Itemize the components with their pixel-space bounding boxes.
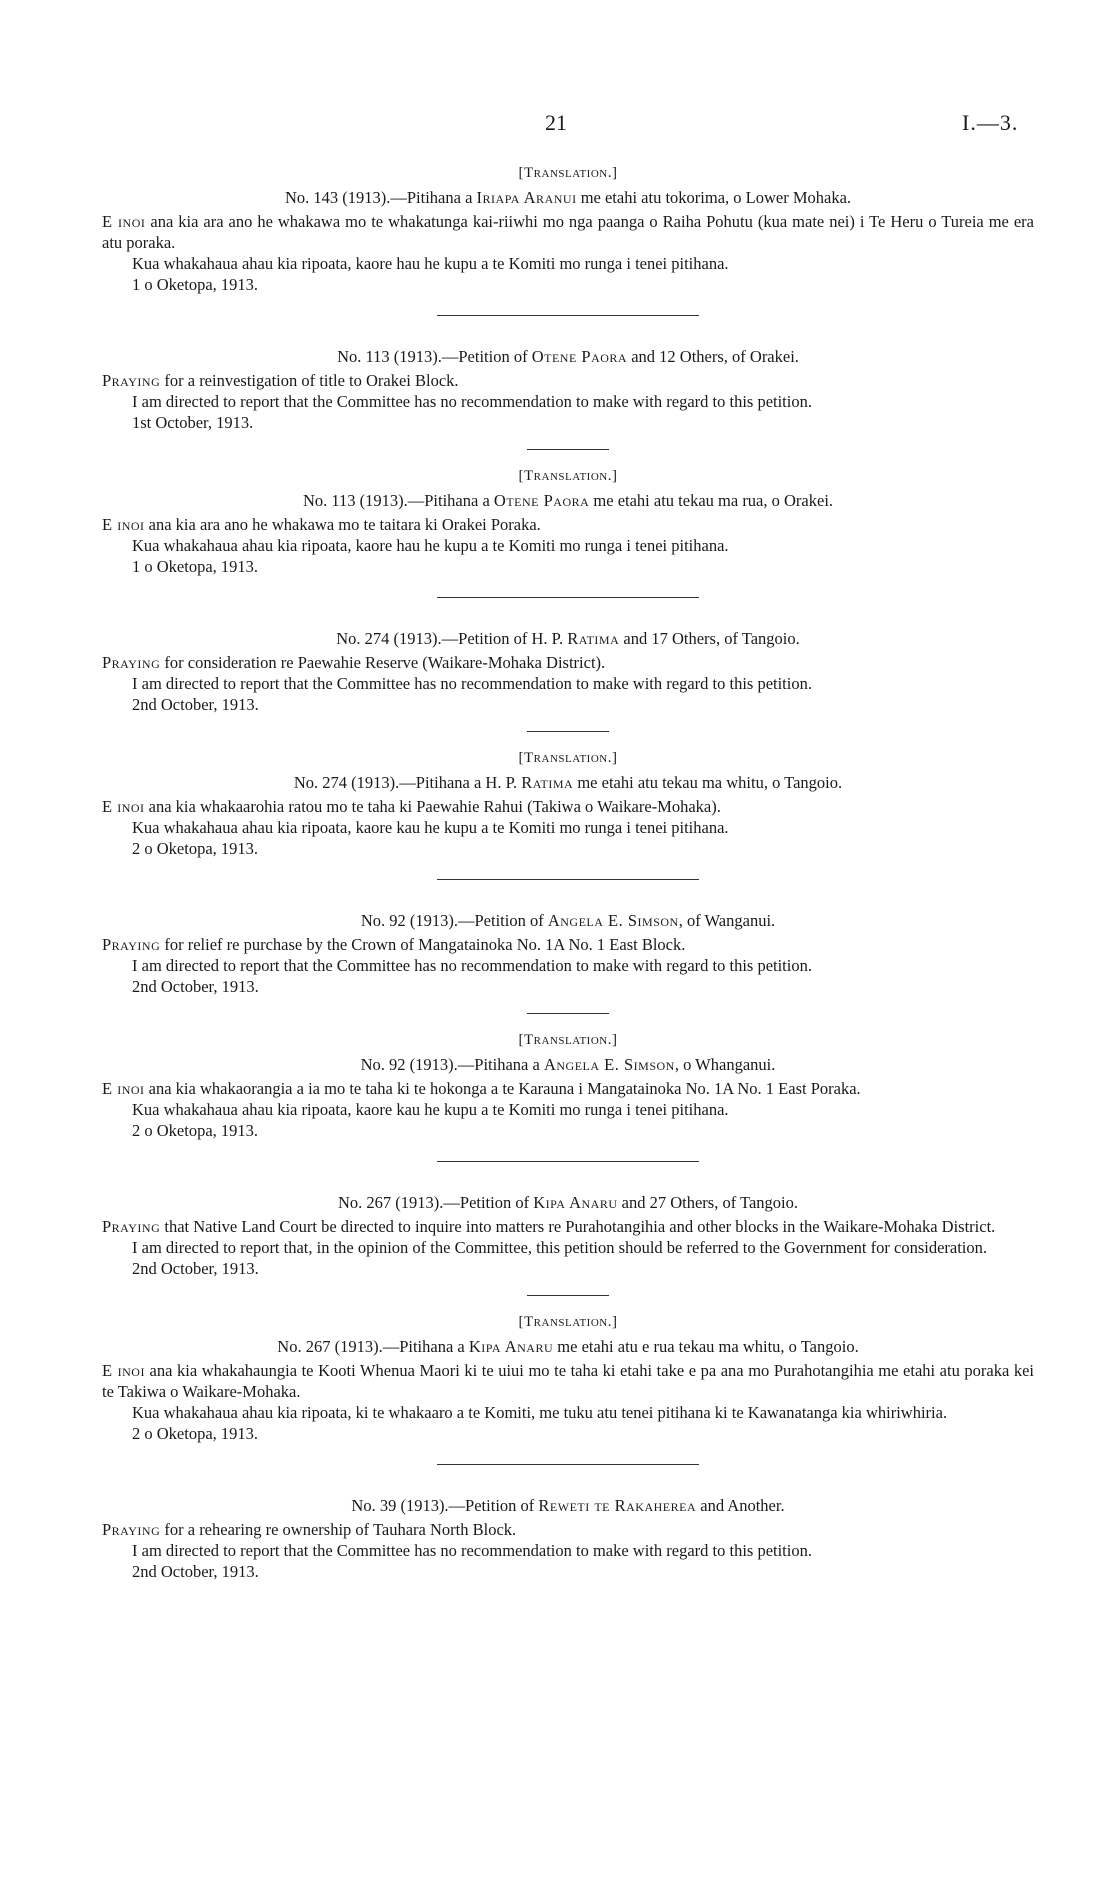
petitioner-name: Ratima (567, 629, 620, 648)
petition-section (102, 628, 1034, 715)
petition-title: No. 39 (1913).—Petition of Reweti te Rakaherea and Another. (351, 1496, 785, 1515)
committee-response: Kua whakahaua ahau kia ripoata, kaore hau he kupu a te Komiti mo runga i tenei pitihana. (132, 536, 729, 555)
petition-prayer: E inoi ana kia whakahaungia te Kooti Whenua Maori ki te uiui mo te taha ki etahi take e pa ana mo Purahotangihia me etahi atu poraka kei te Takiwa o Waikare-Mohaka. (102, 1361, 1035, 1401)
petition-date: 2 o Oketopa, 1913. (132, 839, 259, 858)
petitioner-name: Kipa Anaru (468, 1337, 554, 1356)
translation-divider (527, 731, 609, 732)
section-divider (437, 597, 699, 598)
petition-prayer: Praying for relief re purchase by the Crown of Mangatainoka No. 1A No. 1 East Block. (102, 935, 686, 954)
committee-response: Kua whakahaua ahau kia ripoata, kaore hau he kupu a te Komiti mo runga i tenei pitihana. (132, 254, 729, 273)
petition-date: 2nd October, 1913. (132, 1259, 259, 1278)
section-divider (437, 1464, 699, 1465)
petition-date: 2nd October, 1913. (132, 1562, 259, 1581)
petition-prayer: E inoi ana kia whakaorangia a ia mo te taha ki te hokonga a te Karauna i Mangatainoka No. 1A No. 1 East Poraka. (102, 1079, 861, 1098)
petition-section: [Translation.] No. 274 (1913).—Pitihana a H. P. Ratima me etahi atu tekau ma whitu, o Tangoio. E inoi ana kia whakaarohia ratou mo te taha ki Paewahie Rahui (Takiwa o Waikare-Mohaka). Kua whakahaua ahau kia ripoata, kaore kau he kupu a te Komiti mo runga i tenei pitihana. 2 o Oketopa, 1913. (102, 748, 1034, 859)
petition-prayer: Praying for a rehearing re ownership of Tauhara North Block. (102, 1520, 517, 1539)
page-number: 21 (545, 110, 567, 135)
petition-prayer: Praying for consideration re Paewahie Reserve (Waikare-Mohaka District). (102, 653, 606, 672)
petition-title: No. 113 (1913).—Pitihana a Otene Paora me etahi atu tekau ma rua, o Orakei. (302, 491, 834, 510)
translation-divider (527, 1295, 609, 1296)
petition-date: 1st October, 1913. (132, 413, 254, 432)
petition-title: No. 143 (1913).—Pitihana a Iriapa Aranui me etahi atu tokorima, o Lower Mohaka. (284, 188, 852, 207)
petitioner-name: Ratima (521, 773, 574, 792)
translation-divider (527, 449, 609, 450)
committee-response: Kua whakahaua ahau kia ripoata, kaore kau he kupu a te Komiti mo runga i tenei pitihana. (132, 1100, 729, 1119)
petition-title: No. 274 (1913).—Petition of H. P. Ratima and 17 Others, of Tangoio. (336, 629, 800, 648)
petition-date: 2nd October, 1913. (132, 695, 259, 714)
petition-date: 2 o Oketopa, 1913. (132, 1121, 259, 1140)
petitioner-name: Iriapa Aranui (476, 188, 577, 207)
translation-label: Translation (524, 1032, 608, 1048)
petition-title: No. 267 (1913).—Pitihana a Kipa Anaru me etahi atu e rua tekau ma whitu, o Tangoio. (277, 1337, 859, 1356)
translation-label: Translation (524, 1314, 608, 1330)
petition-date: 2 o Oketopa, 1913. (132, 1424, 259, 1443)
committee-response: I am directed to report that the Committee has no recommendation to make with regard to this petition. (132, 674, 812, 693)
section-divider (437, 1161, 699, 1162)
petitioner-name: Reweti te Rakaherea (538, 1496, 697, 1515)
petitioner-name: Kipa Anaru (533, 1193, 618, 1212)
petition-section (102, 1495, 1034, 1582)
petition-section (102, 346, 1034, 433)
translation-label: Translation (524, 468, 608, 484)
petition-title: No. 92 (1913).—Pitihana a Angela E. Simson, o Whanganui. (360, 1055, 776, 1074)
section-divider (437, 315, 699, 316)
translation-divider (527, 1013, 609, 1014)
petition-date: 1 o Oketopa, 1913. (132, 275, 259, 294)
petition-date: 2nd October, 1913. (132, 977, 259, 996)
petition-title: No. 267 (1913).—Petition of Kipa Anaru and 27 Others, of Tangoio. (337, 1193, 798, 1212)
petition-prayer: E inoi ana kia ara ano he whakawa mo te taitara ki Orakei Poraka. (102, 515, 541, 534)
petitioner-name: Angela E. Simson (547, 911, 679, 930)
translation-label: Translation (524, 165, 608, 181)
committee-response: Kua whakahaua ahau kia ripoata, ki te whakaaro a te Komiti, me tuku atu tenei pitihana ki te Kawanatanga kia whiriwhiria. (132, 1403, 948, 1422)
committee-response: I am directed to report that the Committee has no recommendation to make with regard to this petition. (132, 392, 812, 411)
petition-title: No. 92 (1913).—Petition of Angela E. Simson, of Wanganui. (360, 911, 776, 930)
petition-title: No. 274 (1913).—Pitihana a H. P. Ratima me etahi atu tekau ma whitu, o Tangoio. (293, 773, 843, 792)
petitioner-name: Angela E. Simson (543, 1055, 675, 1074)
committee-response: I am directed to report that the Committee has no recommendation to make with regard to this petition. (132, 1541, 812, 1560)
petition-date: 1 o Oketopa, 1913. (132, 557, 259, 576)
page-header (0, 110, 1114, 140)
committee-response: I am directed to report that the Committee has no recommendation to make with regard to this petition. (132, 956, 812, 975)
petition-title: No. 113 (1913).—Petition of Otene Paora and 12 Others, of Orakei. (337, 347, 799, 366)
petition-prayer: Praying for a reinvestigation of title to Orakei Block. (102, 371, 459, 390)
page-reference: I.—3. (962, 110, 1019, 135)
committee-response: Kua whakahaua ahau kia ripoata, kaore kau he kupu a te Komiti mo runga i tenei pitihana. (132, 818, 729, 837)
translation-label: Translation (524, 750, 608, 766)
petition-prayer: E inoi ana kia ara ano he whakawa mo te whakatunga kai-riiwhi mo nga paanga o Raiha Pohutu (kua mate nei) i Te Heru o Tureia me era atu poraka. (102, 212, 1034, 252)
petition-section (102, 910, 1034, 997)
petition-section: [Translation.] No. 92 (1913).—Pitihana a Angela E. Simson, o Whanganui. E inoi ana kia whakaorangia a ia mo te taha ki te hokonga a te Karauna i Mangatainoka No. 1A No. 1 East Poraka. Kua whakahaua ahau kia ripoata, kaore kau he kupu a te Komiti mo runga i tenei pitihana. 2 o Oketopa, 1913. (102, 1030, 1034, 1141)
petition-prayer: E inoi ana kia whakaarohia ratou mo te taha ki Paewahie Rahui (Takiwa o Waikare-Mohaka). (102, 797, 721, 816)
petitioner-name: Otene Paora (493, 491, 590, 510)
petition-section (102, 1192, 1034, 1279)
petitioner-name: Otene Paora (531, 347, 628, 366)
committee-response: I am directed to report that, in the opinion of the Committee, this petition should be referred to the Government for consideration. (132, 1238, 988, 1257)
petition-section: [Translation.] No. 113 (1913).—Pitihana a Otene Paora me etahi atu tekau ma rua, o Orakei. E inoi ana kia ara ano he whakawa mo te taitara ki Orakei Poraka. Kua whakahaua ahau kia ripoata, kaore hau he kupu a te Komiti mo runga i tenei pitihana. 1 o Oketopa, 1913. (102, 466, 1034, 577)
petition-section: [Translation.] No. 143 (1913).—Pitihana a Iriapa Aranui me etahi atu tokorima, o Lower Mohaka. E inoi ana kia ara ano he whakawa mo te whakatunga kai-riiwhi mo nga paanga o Raiha Pohutu (kua mate nei) i Te Heru o Tureia me era atu poraka. Kua whakahaua ahau kia ripoata, kaore hau he kupu a te Komiti mo runga i tenei pitihana. 1 o Oketopa, 1913. (102, 165, 1034, 294)
petition-section: [Translation.] No. 267 (1913).—Pitihana a Kipa Anaru me etahi atu e rua tekau ma whitu, o Tangoio. E inoi ana kia whakahaungia te Kooti Whenua Maori ki te uiui mo te taha ki etahi take e pa ana mo Purahotangihia me etahi atu poraka kei te Takiwa o Waikare-Mohaka. Kua whakahaua ahau kia ripoata, ki te whakaaro a te Komiti, me tuku atu tenei pitihana ki te Kawanatanga kia whiriwhiria. 2 o Oketopa, 1913. (102, 1314, 1035, 1443)
petition-prayer: Praying that Native Land Court be directed to inquire into matters re Purahotangihia and other blocks in the Waikare-Mohaka District. (102, 1217, 996, 1236)
document-body (102, 163, 1034, 1582)
section-divider (437, 879, 699, 880)
